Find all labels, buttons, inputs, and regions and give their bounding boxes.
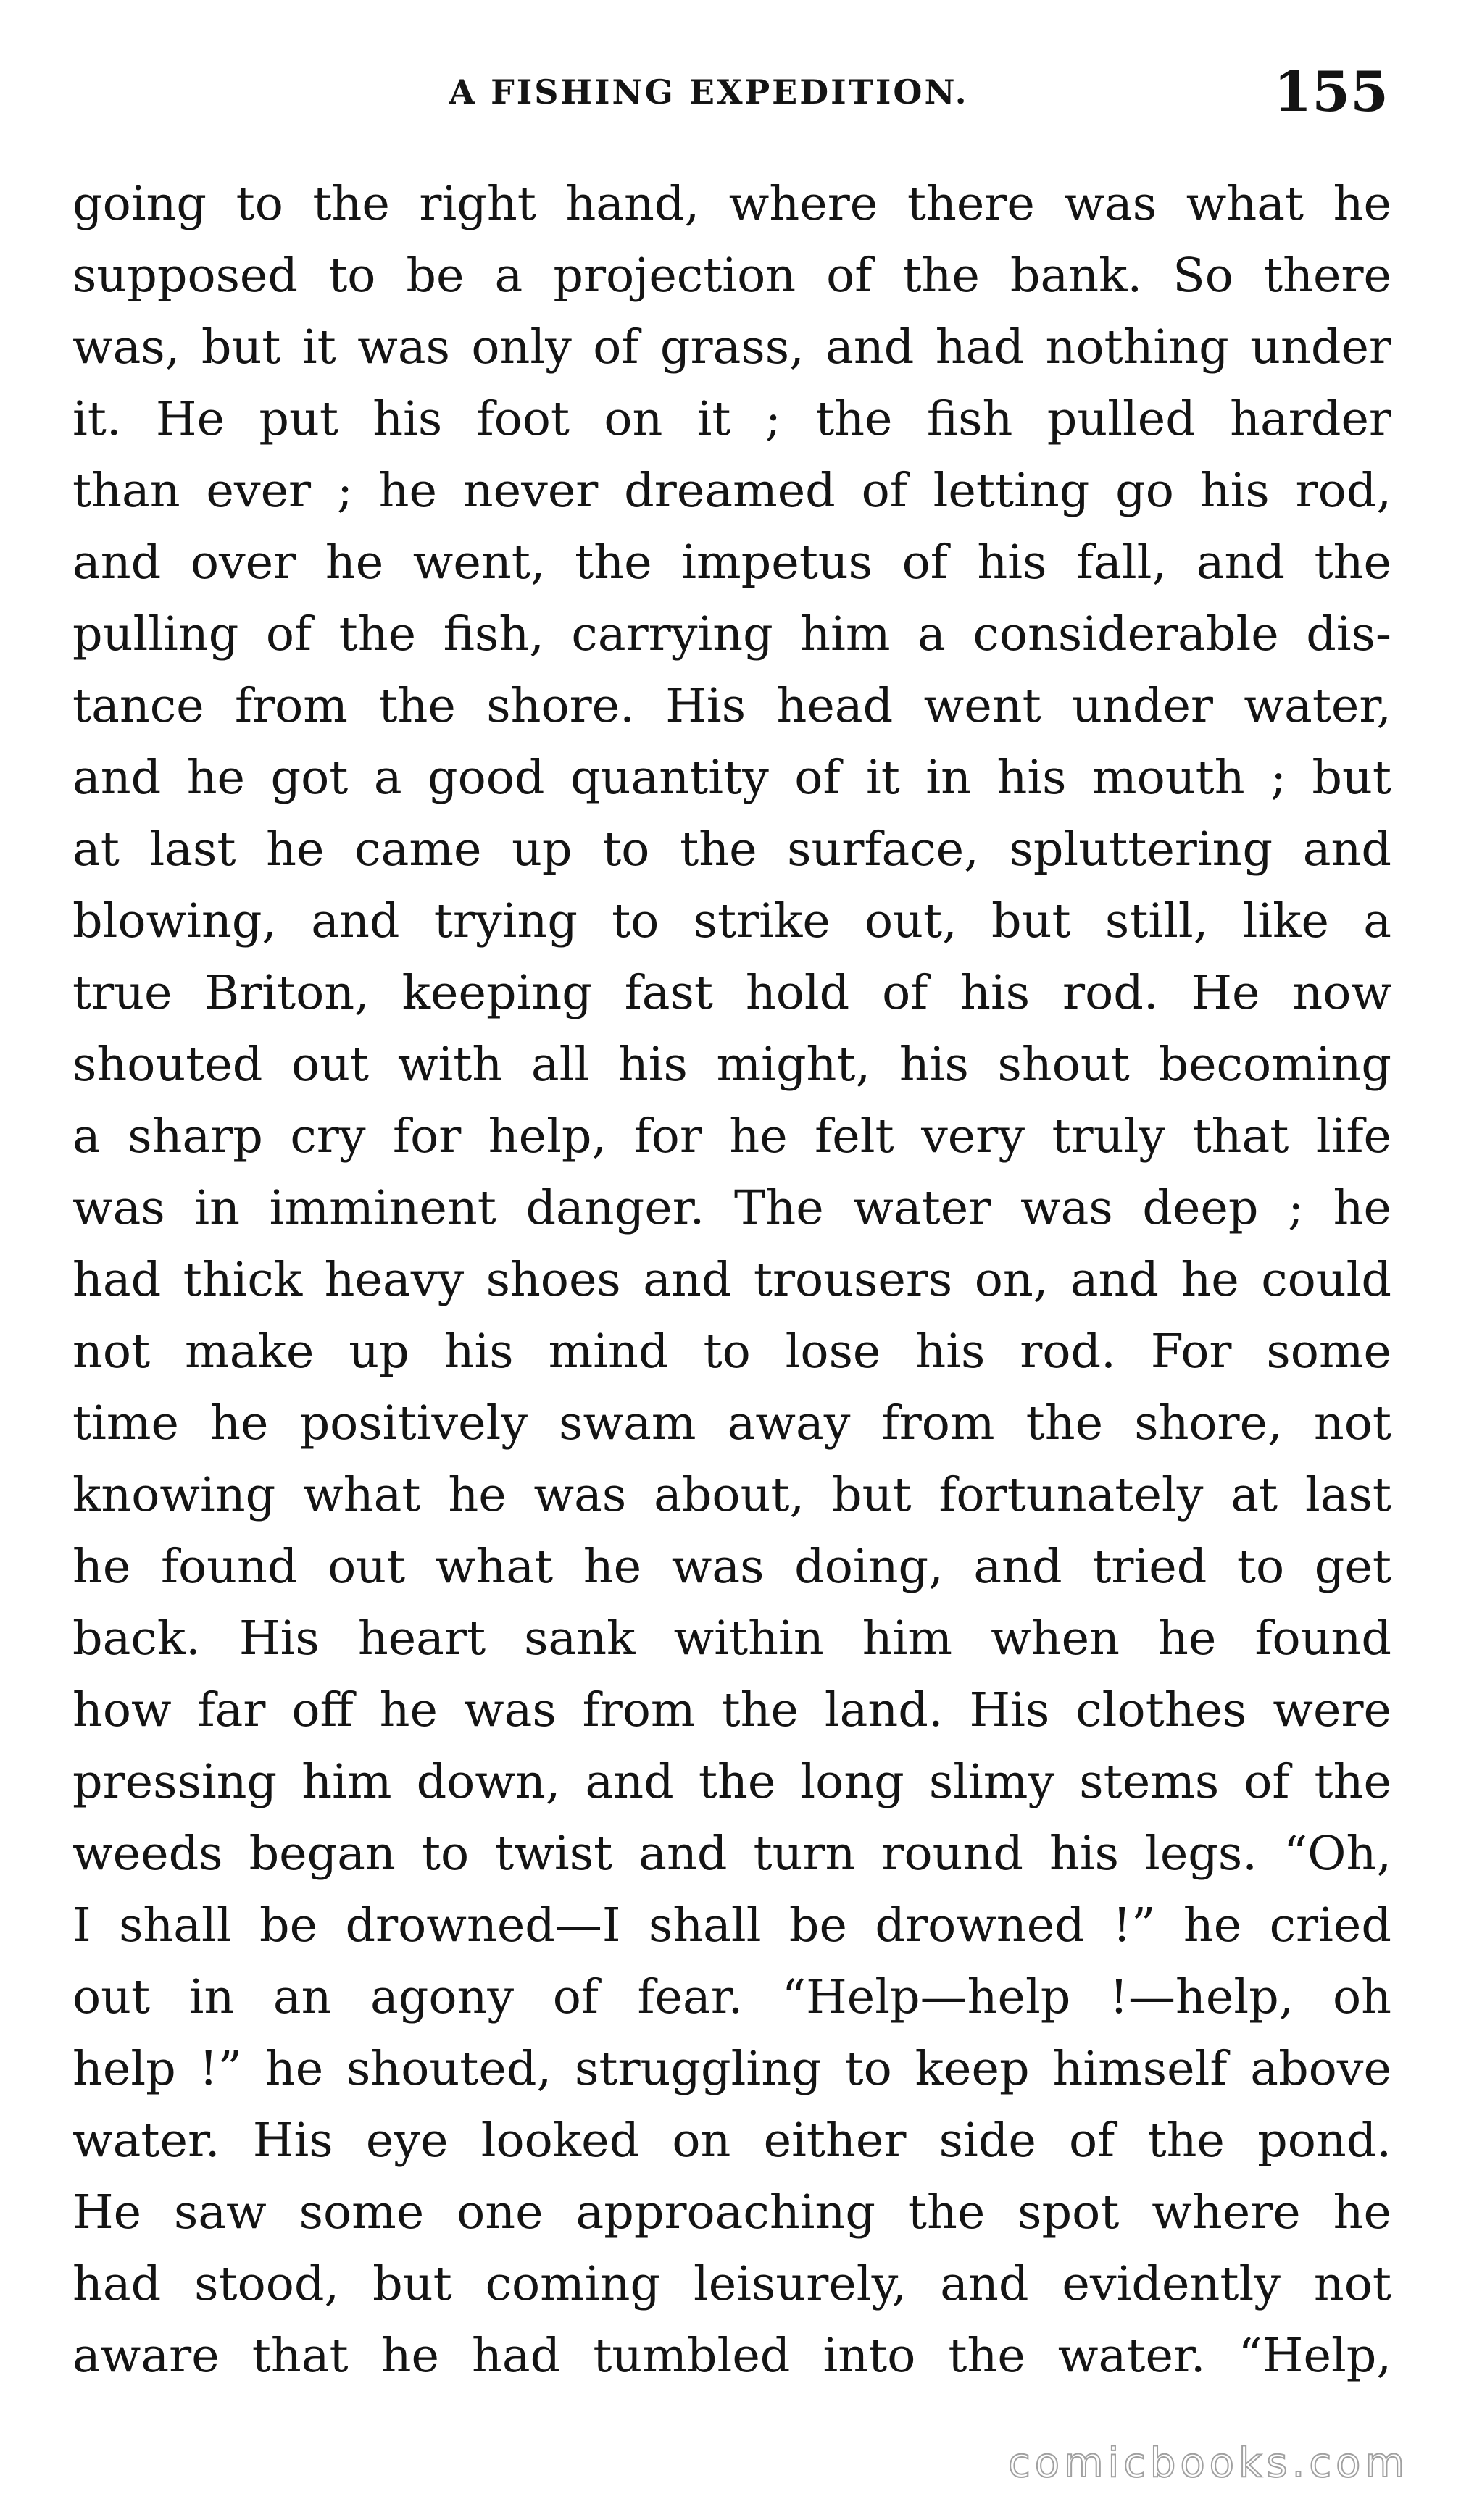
text-line: at last he came up to the surface, spluttering and bbox=[72, 822, 1391, 877]
running-title: A FISHING EXPEDITION. bbox=[449, 72, 969, 112]
text-line: weeds began to twist and turn round his legs. “Oh, bbox=[72, 1827, 1391, 1881]
text-line: He saw some one approaching the spot where he bbox=[72, 2185, 1391, 2240]
watermark: comicbooks.com bbox=[1007, 2440, 1409, 2487]
text-line: was in imminent danger. The water was deep ; he bbox=[72, 1181, 1391, 1235]
text-line: and he got a good quantity of it in his mouth ; but bbox=[72, 751, 1391, 805]
running-head bbox=[72, 59, 1389, 139]
text-line: help !” he shouted, struggling to keep himself above bbox=[72, 2042, 1391, 2096]
page-number: 155 bbox=[1273, 59, 1389, 124]
text-line: he found out what he was doing, and tried to get bbox=[72, 1540, 1391, 1594]
body-text bbox=[72, 168, 1391, 2392]
text-line: true Briton, keeping fast hold of his rod. He now bbox=[72, 966, 1391, 1020]
text-line: blowing, and trying to strike out, but still, like a bbox=[72, 894, 1391, 948]
text-line: pressing him down, and the long slimy stems of the bbox=[72, 1755, 1391, 1809]
text-line: than ever ; he never dreamed of letting go his rod, bbox=[72, 464, 1391, 518]
text-line: I shall be drowned—I shall be drowned !” he cried bbox=[72, 1898, 1391, 1953]
text-line: had stood, but coming leisurely, and evidently not bbox=[72, 2257, 1391, 2311]
text-line: was, but it was only of grass, and had nothing under bbox=[72, 320, 1391, 375]
text-line: and over he went, the impetus of his fall, and the bbox=[72, 535, 1391, 590]
text-line: going to the right hand, where there was what he bbox=[72, 177, 1391, 231]
text-line: it. He put his foot on it ; the fish pulled harder bbox=[72, 392, 1391, 446]
text-line: pulling of the fish, carrying him a considerable dis- bbox=[72, 607, 1391, 662]
text-line: a sharp cry for help, for he felt very truly that life bbox=[72, 1109, 1391, 1164]
text-line: water. His eye looked on either side of the pond. bbox=[72, 2114, 1391, 2168]
text-line: knowing what he was about, but fortunately at last bbox=[72, 1468, 1391, 1522]
text-line: out in an agony of fear. “Help—help !—help, oh bbox=[72, 1970, 1391, 2024]
text-line: supposed to be a projection of the bank. So there bbox=[72, 249, 1391, 303]
text-line: aware that he had tumbled into the water. “Help, bbox=[72, 2329, 1391, 2383]
text-line: back. His heart sank within him when he found bbox=[72, 1611, 1391, 1666]
text-line: time he positively swam away from the shore, not bbox=[72, 1396, 1391, 1451]
text-line: shouted out with all his might, his shout becoming bbox=[72, 1038, 1391, 1092]
text-line: tance from the shore. His head went under water, bbox=[72, 679, 1391, 733]
text-line: had thick heavy shoes and trousers on, and he could bbox=[72, 1253, 1391, 1307]
text-line: how far off he was from the land. His clothes were bbox=[72, 1683, 1391, 1737]
text-line: not make up his mind to lose his rod. For some bbox=[72, 1324, 1391, 1379]
